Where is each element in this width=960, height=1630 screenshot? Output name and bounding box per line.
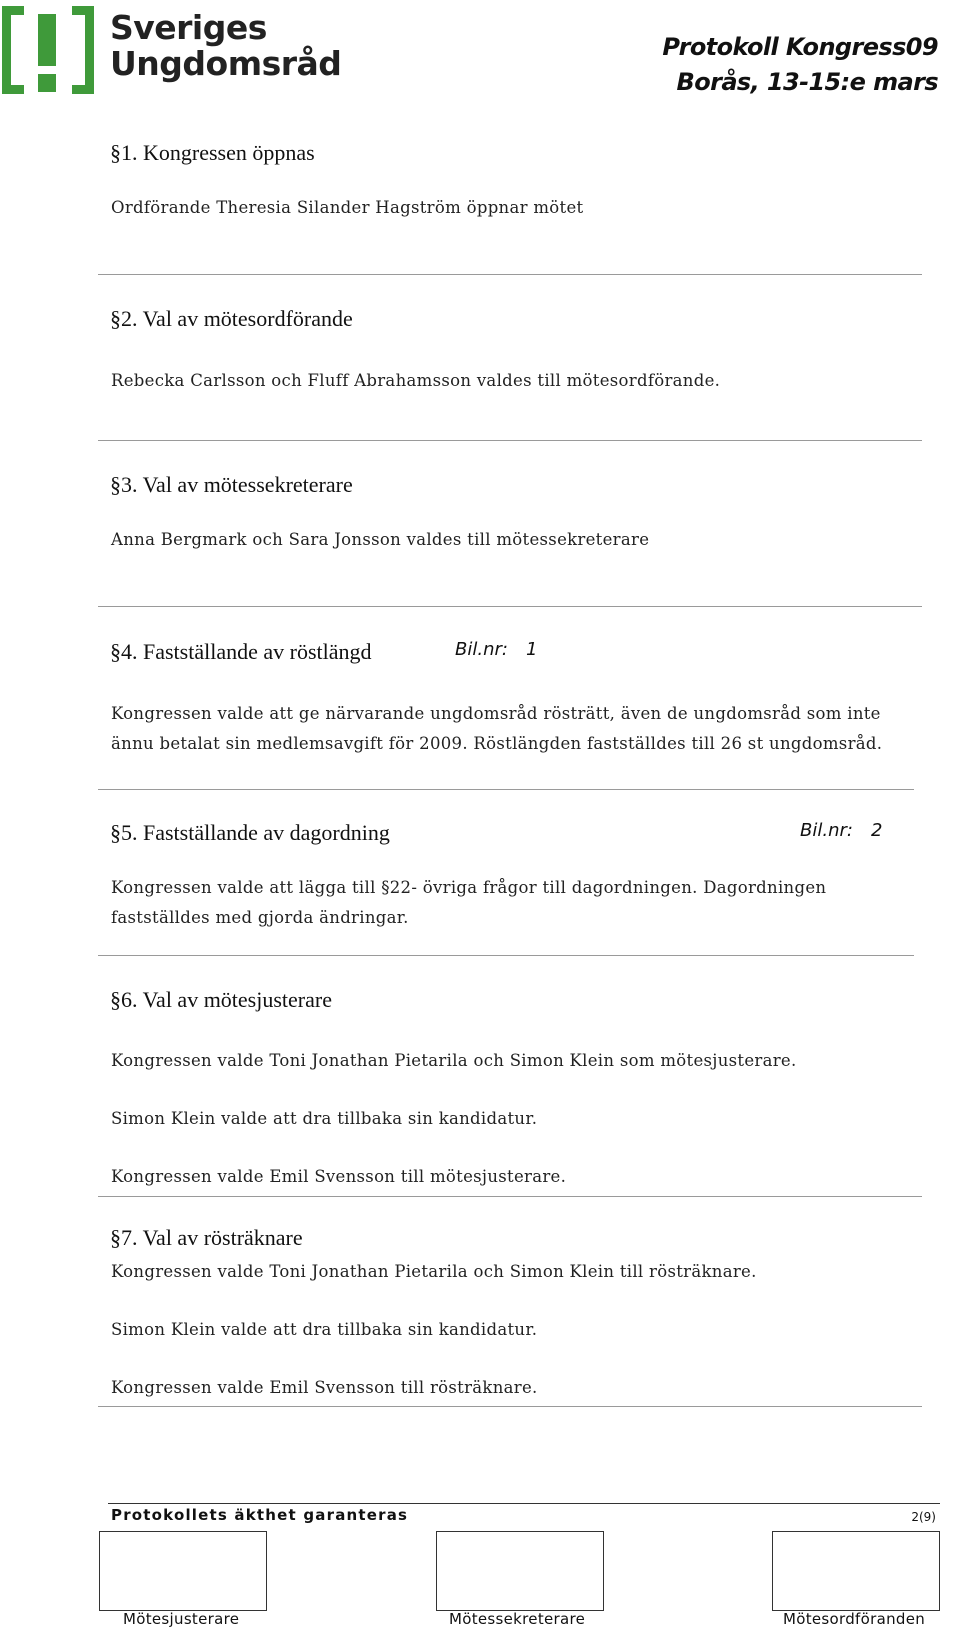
signature-box-adjuster[interactable]: [99, 1531, 267, 1611]
signature-label-chair: Mötesordföranden: [783, 1610, 926, 1628]
document-header: [662, 30, 938, 100]
section-divider: [98, 1196, 922, 1197]
attachment-number: 2: [870, 820, 883, 841]
signature-box-chair[interactable]: [772, 1531, 940, 1611]
section-3-text: Anna Bergmark och Sara Jonsson valdes till mötessekreterare: [111, 530, 650, 549]
section-5-text-line-2: fastställdes med gjorda ändringar.: [111, 908, 409, 927]
section-divider: [98, 1406, 922, 1407]
footer-rule: [108, 1503, 940, 1504]
attachment-label: Bil.nr:: [800, 820, 853, 841]
section-divider: [98, 955, 914, 956]
section-1-heading: §1. Kongressen öppnas: [110, 140, 315, 165]
section-6-text-line-1: Kongressen valde Toni Jonathan Pietarila och Simon Klein som mötesjusterare.: [111, 1051, 797, 1070]
section-divider: [98, 606, 922, 607]
logo-mark-icon: [0, 4, 96, 96]
section-4-text-line-1: Kongressen valde att ge närvarande ungdomsråd rösträtt, även de ungdomsråd som inte: [111, 704, 881, 723]
section-7-text-line-3: Kongressen valde Emil Svensson till rösträknare.: [111, 1378, 538, 1397]
attachment-number: 1: [525, 639, 538, 660]
section-7-text-line-2: Simon Klein valde att dra tillbaka sin kandidatur.: [111, 1320, 538, 1339]
document-title: Protokoll Kongress09: [662, 33, 938, 61]
section-6-text-line-2: Simon Klein valde att dra tillbaka sin kandidatur.: [111, 1109, 538, 1128]
signature-label-secretary: Mötessekreterare: [449, 1610, 586, 1628]
section-5-heading: §5. Fastställande av dagordning: [110, 820, 390, 845]
attachment-label: Bil.nr:: [455, 639, 508, 660]
logo-line-2: Ungdomsråd: [110, 44, 342, 83]
page-number: 2(9): [911, 1510, 936, 1524]
logo-wordmark: [110, 10, 341, 82]
section-4-attachment: [455, 639, 537, 660]
section-divider: [98, 789, 914, 790]
logo-line-1: Sveriges: [110, 8, 267, 47]
section-4-text-line-2: ännu betalat sin medlemsavgift för 2009. Röstlängden fastställdes till 26 st ungdomsråd.: [111, 734, 883, 753]
section-7-heading: §7. Val av rösträknare: [110, 1225, 303, 1250]
section-6-heading: §6. Val av mötesjusterare: [110, 987, 332, 1012]
section-1-text: Ordförande Theresia Silander Hagström öppnar mötet: [111, 198, 584, 217]
section-2-text: Rebecka Carlsson och Fluff Abrahamsson valdes till mötesordförande.: [111, 371, 721, 390]
section-7-text-line-1: Kongressen valde Toni Jonathan Pietarila och Simon Klein till rösträknare.: [111, 1262, 757, 1281]
document-place-date: Borås, 13-15:e mars: [676, 68, 938, 96]
section-5-text-line-1: Kongressen valde att lägga till §22- övriga frågor till dagordningen. Dagordningen: [111, 878, 827, 897]
section-5-attachment: [800, 820, 882, 841]
section-divider: [98, 440, 922, 441]
organization-logo: [0, 4, 340, 96]
section-divider: [98, 274, 922, 275]
signature-label-adjuster: Mötesjusterare: [123, 1610, 240, 1628]
signature-box-secretary[interactable]: [436, 1531, 604, 1611]
section-6-text-line-3: Kongressen valde Emil Svensson till mötesjusterare.: [111, 1167, 567, 1186]
section-3-heading: §3. Val av mötessekreterare: [110, 472, 353, 497]
section-2-heading: §2. Val av mötesordförande: [110, 306, 353, 331]
section-4-heading: §4. Fastställande av röstlängd: [110, 639, 372, 664]
authenticity-note: Protokollets äkthet garanteras: [111, 1506, 409, 1524]
